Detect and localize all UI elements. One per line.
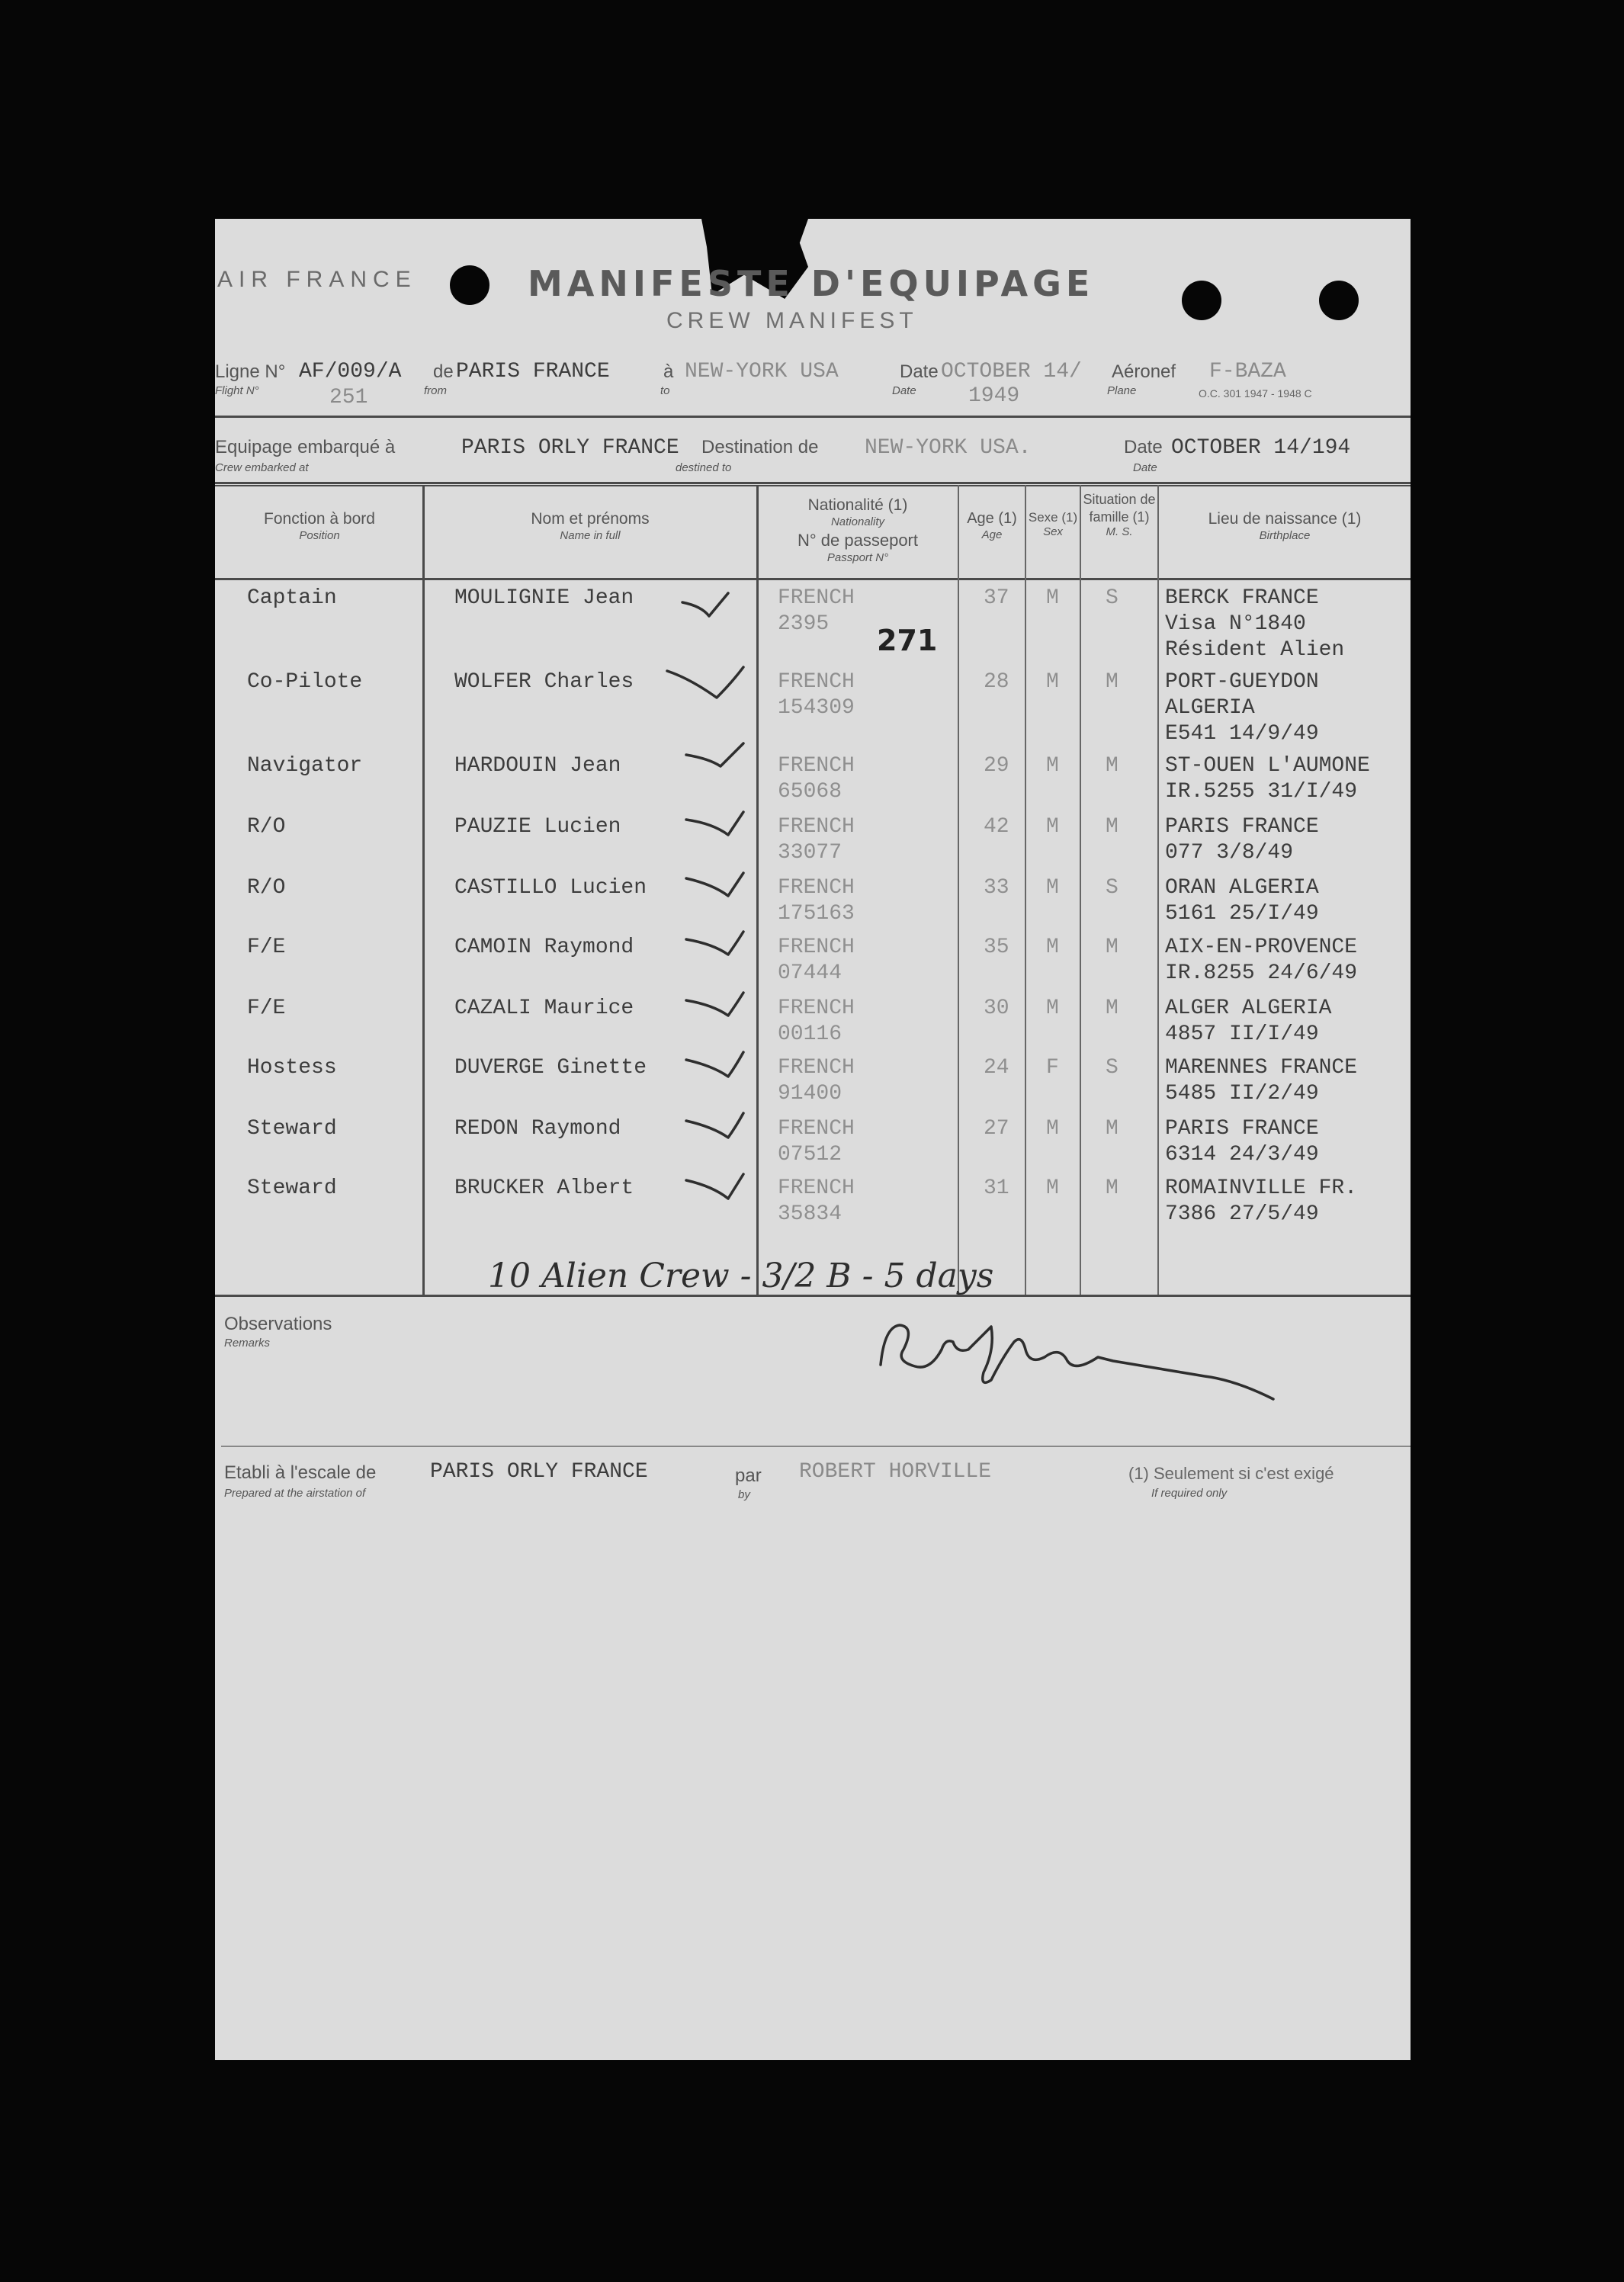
checkmark: [686, 932, 743, 955]
cell-passport: 65068: [778, 780, 842, 804]
observations-sublabel: Remarks: [224, 1337, 271, 1350]
cell-birth1: AIX-EN-PROVENCE: [1165, 936, 1358, 959]
header-position-fr: Fonction à bord: [264, 510, 375, 528]
footnote-fr: (1) Seulement si c'est exigé: [1128, 1464, 1334, 1483]
cell-name: CAMOIN Raymond: [454, 936, 634, 959]
header-passport-fr: N° de passeport: [798, 531, 918, 550]
plane-sublabel: Plane: [1107, 384, 1137, 397]
date-sublabel: Date: [892, 384, 916, 397]
cell-nationality: FRENCH: [778, 586, 855, 610]
cell-birth1: PARIS FRANCE: [1165, 815, 1319, 839]
cell-position: Steward: [247, 1176, 337, 1200]
header-situation-en: M. S.: [1106, 525, 1133, 538]
checkmark: [686, 812, 743, 835]
cell-name: PAUZIE Lucien: [454, 815, 621, 839]
cell-birth3: Résident Alien: [1165, 638, 1345, 662]
header-birthplace-en: Birthplace: [1259, 529, 1311, 543]
header-name-en: Name in full: [560, 529, 621, 543]
checkmark: [682, 593, 728, 616]
cell-passport: 07512: [778, 1143, 842, 1167]
plane-value: F-BAZA: [1209, 360, 1286, 384]
cell-position: Captain: [247, 586, 337, 610]
airline-name: AIR FRANCE: [217, 267, 417, 292]
stamp-number: 271: [877, 624, 938, 657]
cell-nationality: FRENCH: [778, 1117, 855, 1141]
cell-birth2: 5161 25/I/49: [1165, 902, 1319, 926]
cell-sex: F: [1046, 1056, 1059, 1080]
cell-status: M: [1106, 815, 1119, 839]
destination-sublabel: destined to: [676, 461, 732, 474]
cell-age: 42: [984, 815, 1009, 839]
cell-status: M: [1106, 1176, 1119, 1200]
cell-age: 30: [984, 997, 1009, 1020]
destination-value: NEW-YORK USA.: [865, 436, 1032, 460]
cell-sex: M: [1046, 876, 1059, 900]
cell-birth2: 077 3/8/49: [1165, 841, 1294, 865]
cell-nationality: FRENCH: [778, 1176, 855, 1200]
to-sublabel: to: [660, 384, 670, 397]
cell-position: Steward: [247, 1117, 337, 1141]
embarked-label: Equipage embarqué à: [215, 437, 396, 457]
divider: [221, 1446, 1411, 1447]
cell-birth2: IR.5255 31/I/49: [1165, 780, 1358, 804]
from-value: PARIS FRANCE: [456, 360, 610, 384]
cell-position: Navigator: [247, 754, 363, 778]
header-nationality-fr: Nationalité (1): [807, 496, 908, 514]
cell-nationality: FRENCH: [778, 754, 855, 778]
cell-position: F/E: [247, 997, 286, 1020]
cell-name: WOLFER Charles: [454, 670, 634, 694]
cell-birth2: Visa N°1840: [1165, 612, 1306, 636]
cell-name: CAZALI Maurice: [454, 997, 634, 1020]
cell-age: 29: [984, 754, 1009, 778]
to-label: à: [663, 361, 674, 382]
cell-birth2: 4857 II/I/49: [1165, 1022, 1319, 1046]
form-code: O.C. 301 1947 - 1948 C: [1199, 387, 1312, 400]
cell-nationality: FRENCH: [778, 670, 855, 694]
cell-name: REDON Raymond: [454, 1117, 621, 1141]
cell-passport: 2395: [778, 612, 830, 636]
date-value: OCTOBER 14/: [941, 360, 1082, 384]
cell-status: M: [1106, 936, 1119, 959]
cell-status: M: [1106, 1117, 1119, 1141]
cell-nationality: FRENCH: [778, 815, 855, 839]
cell-passport: 00116: [778, 1022, 842, 1046]
checkmark: [686, 1174, 743, 1199]
from-sublabel: from: [424, 384, 447, 397]
plane-label: Aéronef: [1112, 361, 1176, 382]
crew-date-sublabel: Date: [1133, 461, 1157, 474]
cell-sex: M: [1046, 815, 1059, 839]
cell-passport: 154309: [778, 696, 855, 720]
observations-label: Observations: [224, 1314, 332, 1334]
crew-date-label: Date: [1124, 437, 1163, 457]
checkmark: [686, 1052, 743, 1077]
header-age-fr: Age (1): [967, 510, 1017, 527]
checkmark: [686, 873, 743, 896]
footnote-en: If required only: [1151, 1487, 1228, 1500]
cell-name: HARDOUIN Jean: [454, 754, 621, 778]
cell-age: 24: [984, 1056, 1009, 1080]
header-position-en: Position: [299, 529, 340, 543]
cell-position: Hostess: [247, 1056, 337, 1080]
cell-passport: 33077: [778, 841, 842, 865]
cell-status: M: [1106, 754, 1119, 778]
cell-birth2: 7386 27/5/49: [1165, 1202, 1319, 1226]
checkmark: [686, 1113, 743, 1138]
header-age-en: Age: [981, 528, 1003, 541]
flight-number-value-2: 251: [329, 386, 368, 409]
header-situation-fr: Situation de famille (1): [1083, 492, 1156, 525]
prepared-sublabel: Prepared at the airstation of: [224, 1487, 366, 1500]
cell-birth1: ST-OUEN L'AUMONE: [1165, 754, 1370, 778]
cell-nationality: FRENCH: [778, 1056, 855, 1080]
cell-name: CASTILLO Lucien: [454, 876, 647, 900]
cell-age: 28: [984, 670, 1009, 694]
cell-sex: M: [1046, 936, 1059, 959]
cell-birth1: PORT-GUEYDON: [1165, 670, 1319, 694]
destination-label: Destination de: [701, 437, 819, 457]
cell-age: 31: [984, 1176, 1009, 1200]
cell-birth1: ALGER ALGERIA: [1165, 997, 1332, 1020]
by-value: ROBERT HORVILLE: [799, 1460, 992, 1484]
header-sex-fr: Sexe (1): [1028, 510, 1078, 525]
date-year: 1949: [968, 384, 1020, 408]
cell-birth1: MARENNES FRANCE: [1165, 1056, 1358, 1080]
checkmark: [686, 743, 743, 766]
cell-status: S: [1106, 1056, 1119, 1080]
from-label: de: [433, 361, 454, 382]
by-sublabel: by: [738, 1488, 750, 1501]
cell-status: S: [1106, 586, 1119, 610]
by-label: par: [735, 1465, 762, 1486]
cell-birth1: PARIS FRANCE: [1165, 1117, 1319, 1141]
cell-birth1: ORAN ALGERIA: [1165, 876, 1319, 900]
cell-birth1: ROMAINVILLE FR.: [1165, 1176, 1358, 1200]
date-label: Date: [900, 361, 939, 382]
cell-position: Co-Pilote: [247, 670, 363, 694]
header-passport-en: Passport N°: [826, 551, 889, 565]
cell-name: DUVERGE Ginette: [454, 1056, 647, 1080]
cell-age: 37: [984, 586, 1009, 610]
cell-passport: 91400: [778, 1082, 842, 1106]
cell-age: 27: [984, 1117, 1009, 1141]
cell-status: M: [1106, 997, 1119, 1020]
checkmark: [667, 667, 743, 698]
cell-age: 33: [984, 876, 1009, 900]
cell-position: F/E: [247, 936, 286, 959]
cell-birth1: BERCK FRANCE: [1165, 586, 1319, 610]
cell-birth2: IR.8255 24/6/49: [1165, 961, 1358, 985]
cell-name: MOULIGNIE Jean: [454, 586, 634, 610]
cell-passport: 175163: [778, 902, 855, 926]
cell-nationality: FRENCH: [778, 876, 855, 900]
cell-sex: M: [1046, 997, 1059, 1020]
cell-nationality: FRENCH: [778, 997, 855, 1020]
signature: [869, 1304, 1296, 1403]
cell-birth3: E541 14/9/49: [1165, 722, 1319, 746]
cell-passport: 07444: [778, 961, 842, 985]
handwritten-crew-note: 10 Alien Crew - 3/2 B - 5 days: [488, 1257, 994, 1295]
cell-name: BRUCKER Albert: [454, 1176, 634, 1200]
crew-date-value: OCTOBER 14/194: [1171, 436, 1351, 460]
manifest-subtitle: CREW MANIFEST: [666, 308, 918, 333]
prepared-label: Etabli à l'escale de: [224, 1462, 377, 1483]
cell-age: 35: [984, 936, 1009, 959]
header-name-fr: Nom et prénoms: [531, 510, 650, 528]
prepared-value: PARIS ORLY FRANCE: [430, 1460, 648, 1484]
cell-birth2: ALGERIA: [1165, 696, 1255, 720]
cell-position: R/O: [247, 815, 286, 839]
cell-sex: M: [1046, 1117, 1059, 1141]
cell-status: M: [1106, 670, 1119, 694]
cell-sex: M: [1046, 670, 1059, 694]
manifest-title: MANIFESTE D'EQUIPAGE: [528, 263, 1095, 304]
cell-sex: M: [1046, 1176, 1059, 1200]
header-birthplace-fr: Lieu de naissance (1): [1208, 510, 1362, 528]
cell-nationality: FRENCH: [778, 936, 855, 959]
cell-birth2: 6314 24/3/49: [1165, 1143, 1319, 1167]
flight-number-value: AF/009/A: [299, 360, 402, 384]
header-nationality-en: Nationality: [830, 515, 885, 529]
flight-number-sublabel: Flight N°: [215, 384, 259, 397]
flight-number-label: Ligne N°: [215, 361, 286, 382]
cell-sex: M: [1046, 586, 1059, 610]
cell-sex: M: [1046, 754, 1059, 778]
to-value: NEW-YORK USA: [685, 360, 839, 384]
cell-passport: 35834: [778, 1202, 842, 1226]
header-sex-en: Sex: [1043, 525, 1063, 539]
embarked-value: PARIS ORLY FRANCE: [461, 436, 679, 460]
cell-position: R/O: [247, 876, 286, 900]
cell-birth2: 5485 II/2/49: [1165, 1082, 1319, 1106]
embarked-sublabel: Crew embarked at: [215, 461, 309, 474]
checkmark: [686, 993, 743, 1016]
cell-status: S: [1106, 876, 1119, 900]
